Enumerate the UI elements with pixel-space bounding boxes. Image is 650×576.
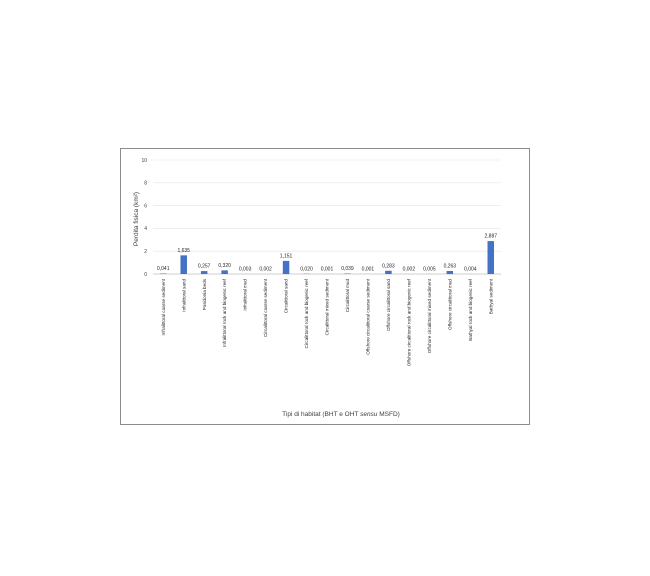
y-tick-label: 8 bbox=[144, 180, 147, 187]
data-label: 0,003 bbox=[238, 266, 252, 273]
bar bbox=[447, 271, 454, 274]
x-category-label: Infralittoral sand bbox=[181, 279, 187, 312]
data-labels bbox=[157, 234, 497, 273]
data-label: 0,263 bbox=[443, 263, 457, 270]
x-category-label: Bathyal rock and biogenic reef bbox=[467, 279, 473, 341]
data-label: 1,635 bbox=[177, 247, 190, 254]
x-axis-title-part-3: MSFD) bbox=[377, 411, 400, 418]
data-label: 0,320 bbox=[218, 262, 231, 269]
x-axis-title-part-2: sensu bbox=[360, 411, 378, 418]
y-tick-label: 6 bbox=[144, 203, 147, 210]
data-label: 0,002 bbox=[402, 266, 416, 273]
bar bbox=[180, 255, 187, 274]
data-label: 0,001 bbox=[320, 266, 334, 273]
x-category-label: Posidonia beds bbox=[201, 279, 207, 311]
x-category-label: Circalittoral sand bbox=[283, 279, 289, 314]
data-label: 0,041 bbox=[156, 266, 170, 273]
data-label: 0,020 bbox=[300, 266, 313, 273]
x-axis-title bbox=[282, 411, 400, 418]
x-category-label: Circalittoral mixed sediment bbox=[324, 279, 330, 336]
x-category-label: Circalittoral coarse sediment bbox=[263, 279, 269, 337]
x-category-label: Circalittoral rock and biogenic reef bbox=[304, 279, 310, 349]
data-label: 2,887 bbox=[484, 233, 498, 240]
data-label: 0,257 bbox=[197, 263, 211, 270]
chart-frame bbox=[120, 148, 530, 425]
bar bbox=[283, 261, 290, 274]
x-category-label: Offshore circalittoral mud bbox=[447, 279, 453, 330]
x-category-label: Infralittoral rock and biogenic reef bbox=[222, 279, 228, 347]
bar bbox=[201, 271, 208, 274]
data-label: 0,004 bbox=[464, 266, 477, 273]
data-label: 0,039 bbox=[341, 266, 354, 273]
x-category-label: Offshore circalittoral coarse sediment bbox=[365, 279, 371, 355]
data-label: 0,283 bbox=[382, 263, 395, 270]
data-label: 1,151 bbox=[279, 253, 293, 260]
x-category-label: Circalittoral mud bbox=[345, 279, 351, 313]
x-category-label: Infralittoral mud bbox=[242, 279, 248, 311]
data-label: 0,002 bbox=[259, 266, 272, 273]
data-label: 0,005 bbox=[423, 266, 436, 273]
x-category-label: Offshore circalittoral sand bbox=[386, 279, 392, 332]
y-axis-title: Perdita fisica (km²) bbox=[133, 191, 140, 247]
y-tick-label: 0 bbox=[144, 271, 147, 278]
y-tick-label: 4 bbox=[144, 226, 147, 233]
bar bbox=[221, 270, 228, 274]
y-axis-ticks bbox=[141, 158, 147, 278]
x-category-label: Offshore circalittoral rock and biogenic reef bbox=[406, 279, 412, 367]
y-tick-label: 10 bbox=[141, 157, 147, 164]
bar bbox=[385, 271, 392, 274]
y-tick-label: 2 bbox=[144, 249, 147, 255]
bar bbox=[488, 241, 495, 274]
gridlines bbox=[153, 160, 501, 274]
x-axis-categories bbox=[161, 278, 494, 366]
data-label: 0,001 bbox=[361, 266, 375, 273]
x-category-label: Infralittoral coarse sediment bbox=[160, 279, 166, 336]
x-category-label: Bathyal sediment bbox=[488, 279, 494, 315]
x-category-label: Offshore circalittoral mixed sediment bbox=[426, 279, 432, 354]
x-axis-title-part-1: Tipi di habitat (BHT e OHT bbox=[282, 411, 361, 418]
bar-chart bbox=[121, 149, 531, 426]
